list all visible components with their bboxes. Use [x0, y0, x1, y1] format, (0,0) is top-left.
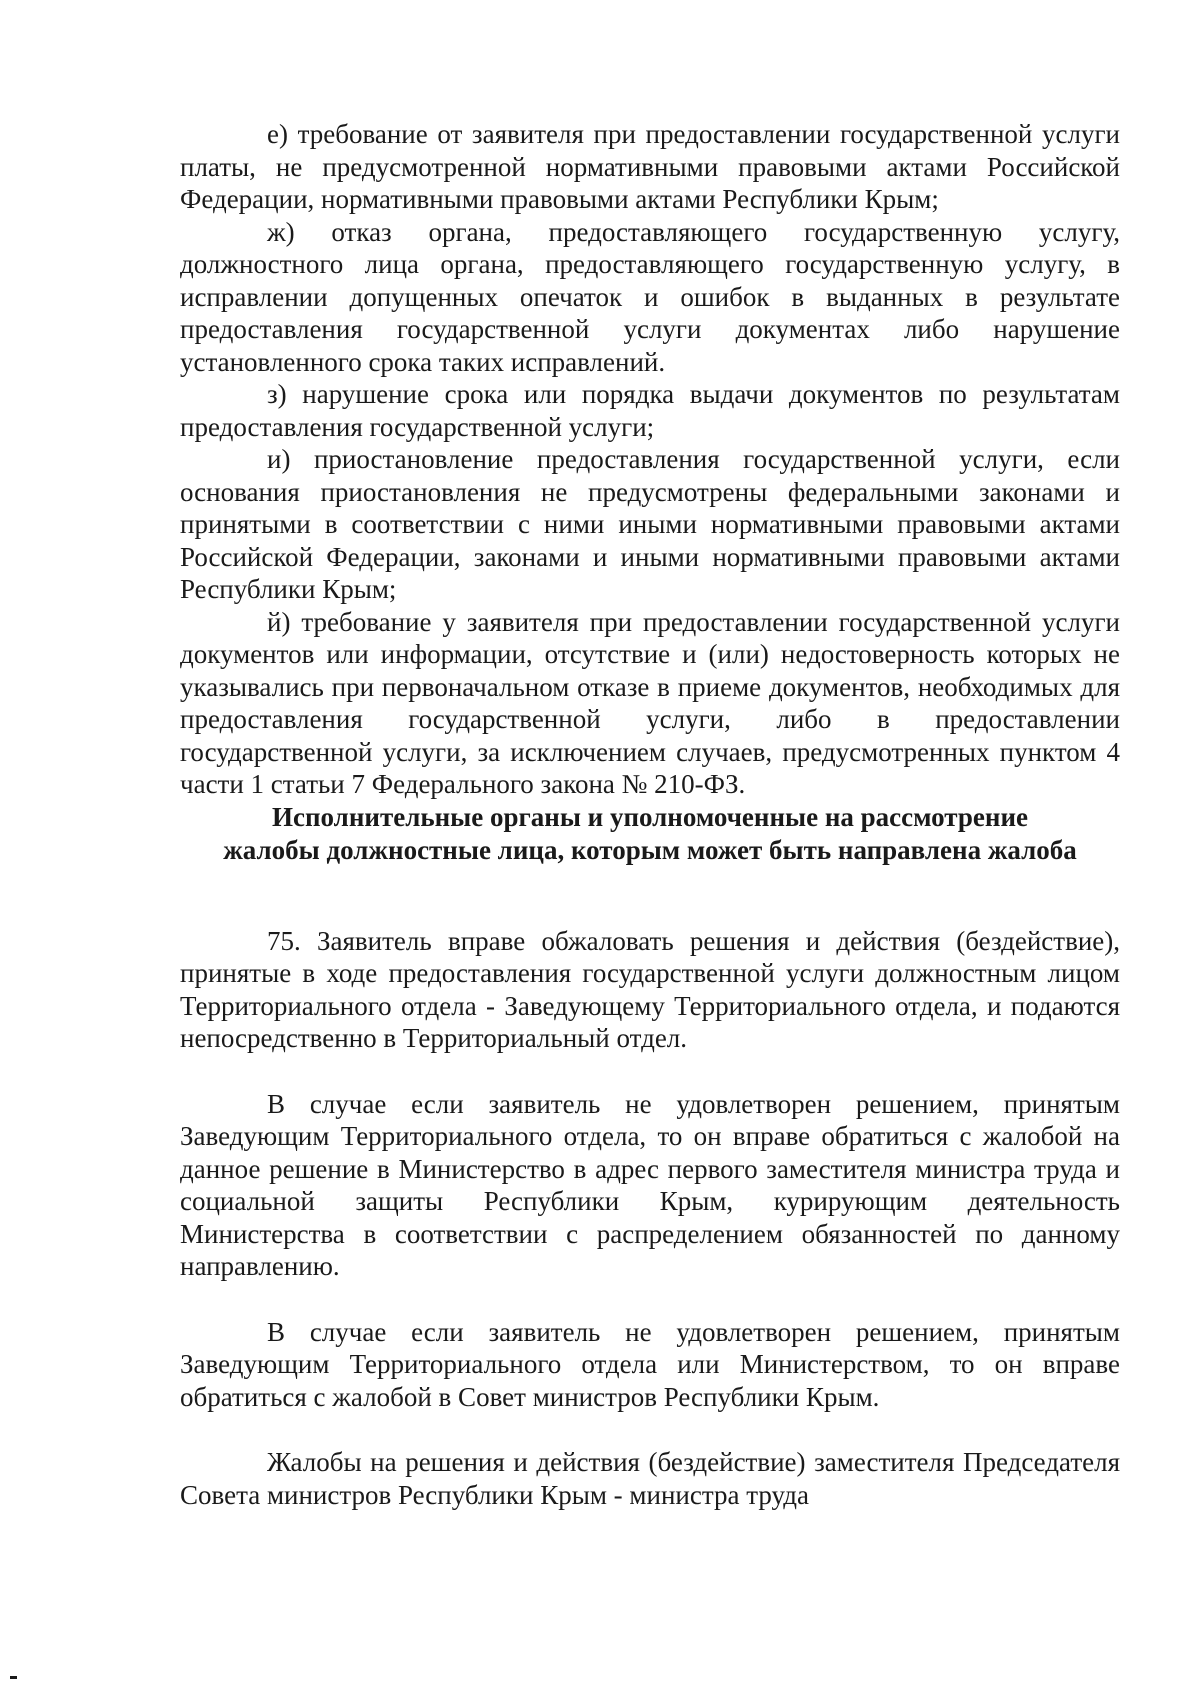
paragraph-i: и) приостановление предоставления государственной услуги, если основания приостановления не предусмотрены федеральными законами и принятыми в соответствии с ними иными нормативными правовыми актами Российской Федерации, законами и иными нормативными правовыми актами Республики Крым;: [180, 444, 1120, 604]
document-body: [180, 118, 1120, 1511]
section-heading-line-2: жалобы должностные лица, которым может быть направлена жалоба: [223, 834, 1077, 865]
paragraph-zh: ж) отказ органа, предоставляющего государственную услугу, должностного лица органа, предоставляющего государственную услугу, в исправлении допущенных опечаток и ошибок в выданных в результате предоставления государственной услуги документах либо нарушение установленного срока таких исправлений.: [180, 216, 1120, 377]
paragraph-i-kratkoe: й) требование у заявителя при предоставлении государственной услуги документов или информации, отсутствие и (или) недостоверность которых не указывались при первоначальном отказе в приеме документов, необходимых для предоставления государственной услуги, либо в предоставлении государственной услуги, за исключением случаев, предусмотренных пунктом 4 части 1 статьи 7 Федерального закона № 210-ФЗ.: [180, 606, 1120, 799]
section-heading-line-1: Исполнительные органы и уполномоченные на рассмотрение: [272, 801, 1028, 832]
section-heading: [180, 801, 1120, 893]
paragraph-appeal-council: В случае если заявитель не удовлетворен решением, принятым Заведующим Территориального отдела или Министерством, то он вправе обратиться с жалобой в Совет министров Республики Крым.: [180, 1316, 1120, 1412]
paragraph-e: е) требование от заявителя при предоставлении государственной услуги платы, не предусмотренной нормативными правовыми актами Российской Федерации, нормативными правовыми актами Республики Крым;: [180, 119, 1120, 214]
paragraph-z: з) нарушение срока или порядка выдачи документов по результатам предоставления государственной услуги;: [180, 379, 1120, 442]
paragraph-appeal-ministry: В случае если заявитель не удовлетворен решением, принятым Заведующим Территориального отдела, то он вправе обратиться с жалобой на данное решение в Министерство в адрес первого заместителя министра труда и социальной защиты Республики Крым, курирующим деятельность Министерства в соответствии с распределением обязанностей по данному направлению.: [180, 1088, 1120, 1281]
paragraph-complaints-deputy: Жалобы на решения и действия (бездействие) заместителя Председателя Совета министров Республики Крым - министра труда: [180, 1447, 1120, 1510]
paragraph-75: 75. Заявитель вправе обжаловать решения и действия (бездействие), принятые в ходе предоставления государственной услуги должностным лицом Территориального отдела - Заведующему Территориального отдела, и подаются непосредственно в Территориальный отдел.: [180, 925, 1120, 1053]
scan-mark: [10, 1676, 17, 1679]
